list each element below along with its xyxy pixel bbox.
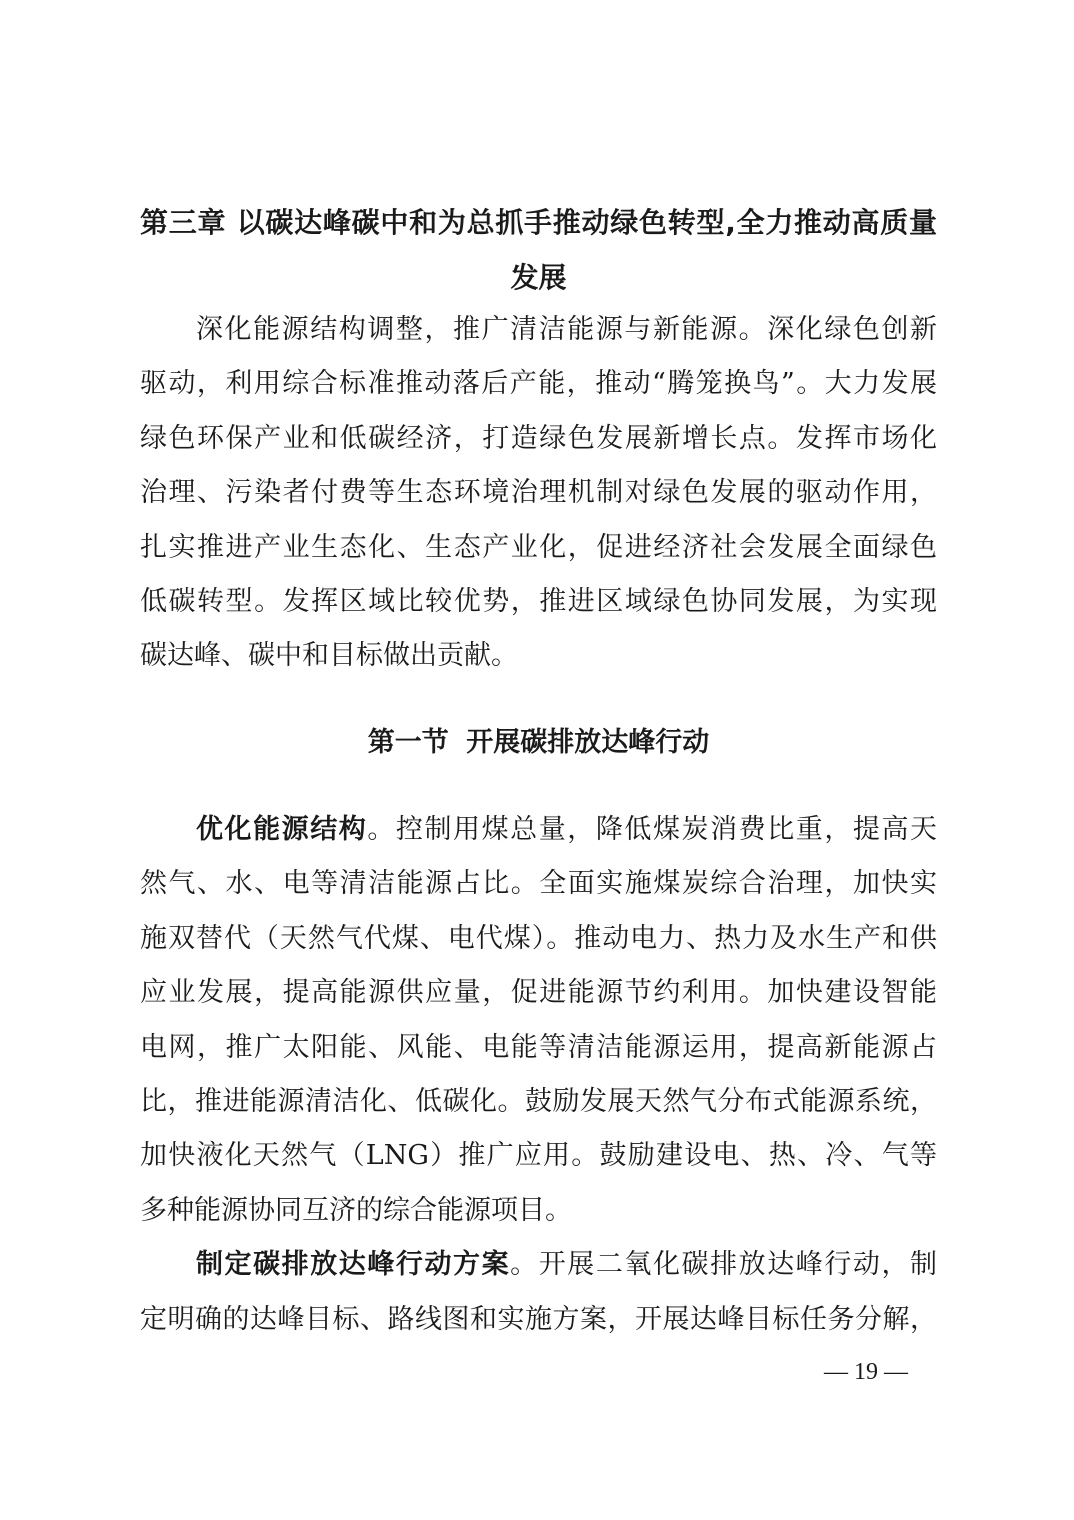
text-line	[140, 1238, 937, 1292]
paragraph-lead: 优化能源结构	[196, 814, 368, 845]
text-line: 多种能源协同互济的综合能源项目。	[140, 1194, 572, 1226]
intro-paragraph	[140, 303, 937, 684]
chapter-title-line: 第三章 以碳达峰碳中和为总抓手推动绿色转型,全力推动高质量	[140, 206, 937, 239]
text-span: 。控制用煤总量，降低煤炭消费比重，提高天	[367, 814, 938, 845]
text-line: 施双替代（天然气代煤、电代煤）。推动电力、热力及水生产和供	[140, 922, 937, 954]
text-line: 绿色环保产业和低碳经济，打造绿色发展新增长点。发挥市场化	[140, 422, 937, 454]
text-line: 应业发展，提高能源供应量，促进能源节约利用。加快建设智能	[140, 977, 937, 1009]
text-line: 然气、水、电等清洁能源占比。全面实施煤炭综合治理，加快实	[140, 868, 937, 900]
text-line: 电网，推广太阳能、风能、电能等清洁能源运用，提高新能源占	[140, 1031, 937, 1063]
page-number: — 19 —	[824, 1359, 908, 1385]
text-line	[140, 803, 937, 857]
text-span: 。开展二氧化碳排放达峰行动，制	[510, 1249, 938, 1281]
text-line: 治理、污染者付费等生态环境治理机制对绿色发展的驱动作用，	[140, 477, 937, 509]
body-paragraphs	[140, 803, 937, 1347]
text-line: 定明确的达峰目标、路线图和实施方案，开展达峰目标任务分解，	[140, 1303, 937, 1335]
text-line: 碳达峰、碳中和目标做出贡献。	[140, 640, 518, 672]
section-title: 第一节 开展碳排放达峰行动	[367, 727, 710, 758]
text-line: 加快液化天然气（LNG）推广应用。鼓励建设电、热、冷、气等	[140, 1140, 937, 1172]
chapter-title	[140, 195, 937, 305]
text-line: 比，推进能源清洁化、低碳化。鼓励发展天然气分布式能源系统，	[140, 1085, 937, 1117]
text-line: 驱动，利用综合标准推动落后产能，推动“腾笼换鸟”。大力发展	[140, 368, 937, 400]
text-line: 深化能源结构调整，推广清洁能源与新能源。深化绿色创新	[196, 314, 937, 345]
text-line: 低碳转型。发挥区域比较优势，推进区域绿色协同发展，为实现	[140, 585, 937, 617]
text-line: 扎实推进产业生态化、生态产业化，促进经济社会发展全面绿色	[140, 531, 937, 563]
chapter-title-line: 发展	[510, 261, 567, 294]
paragraph-lead: 制定碳排放达峰行动方案	[196, 1249, 511, 1281]
